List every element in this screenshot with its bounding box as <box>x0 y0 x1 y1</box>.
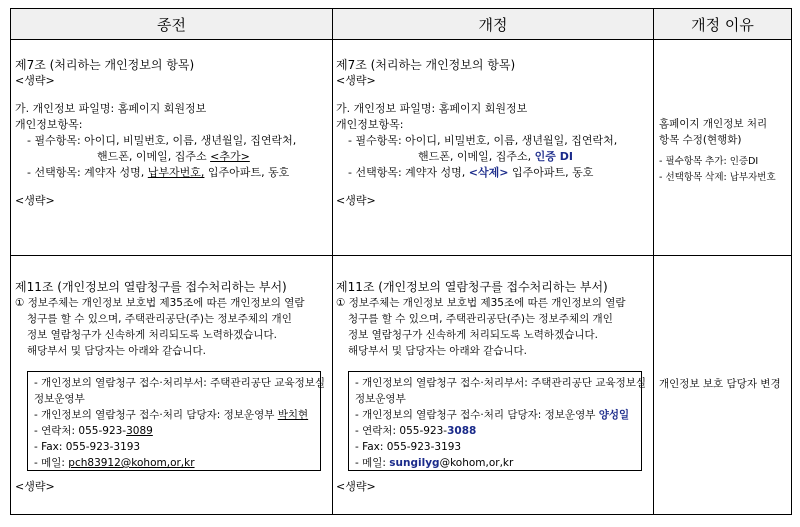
omission-note: <생략> <box>15 74 55 87</box>
column-divider <box>653 9 654 514</box>
manager-line: - 개인정보의 열람청구 접수·처리 담당자: 정보운영부 양성일 <box>355 409 630 421</box>
paragraph-line: 정보 열람청구가 신속하게 처리되도록 노력하겠습니다. <box>27 329 277 341</box>
omission-note: <생략> <box>15 194 55 207</box>
items-label: 개인정보항목: <box>336 118 404 131</box>
manager-line: - 개인정보의 열람청구 접수·처리 담당자: 정보운영부 박치현 <box>34 409 309 421</box>
removed-field: 납부자번호, <box>147 166 205 179</box>
new-field: 인증 DI <box>534 150 573 163</box>
required-items-continued: 핸드폰, 이메일, 집주소, 인증 DI <box>418 150 573 163</box>
column-divider <box>332 9 333 514</box>
comparison-table <box>10 8 792 515</box>
manager-name: 박치현 <box>277 409 309 421</box>
row1-after-cell <box>336 57 650 209</box>
reason-bullet: - 선택항목 삭제: 납부자번호 <box>659 172 776 183</box>
row-divider <box>11 255 791 256</box>
omission-note: <생략> <box>15 480 55 493</box>
deleted-marker: <삭제> <box>468 166 509 179</box>
row1-reason-cell <box>659 115 789 185</box>
fax-line: - Fax: 055-923-3193 <box>34 441 141 453</box>
header-after: 개정 <box>333 9 653 39</box>
phone-line: - 연락처: 055-923-3088 <box>355 425 477 437</box>
article-title: 제7조 (처리하는 개인정보의 항목) <box>15 58 195 72</box>
contact-box-before <box>27 371 326 471</box>
mail-line: - 메일: pch83912@kohom,or,kr <box>34 457 195 469</box>
reason-bullet: - 필수항목 추가: 인증DI <box>659 156 759 167</box>
dept-line: 정보운영부 <box>34 393 85 405</box>
mail-line: - 메일: sungilyg@kohom,or,kr <box>355 457 514 469</box>
article-title: 제11조 (개인정보의 열람청구를 접수처리하는 부서) <box>15 280 287 294</box>
file-name-line: 가. 개인정보 파일명: 홈페이지 회원정보 <box>336 102 528 115</box>
reason-text: 개인정보 보호 담당자 변경 <box>659 378 781 390</box>
required-items-line: - 필수항목: 아이디, 비밀번호, 이름, 생년월일, 집연락처, <box>27 134 297 147</box>
added-marker: <추가> <box>210 150 250 163</box>
phone-line: - 연락처: 055-923-3089 <box>34 425 153 437</box>
contact-box-after <box>348 371 647 471</box>
row2-before-cell <box>15 279 329 359</box>
paragraph-line: ① 정보주체는 개인정보 보호법 제35조에 따른 개인정보의 열람 <box>336 297 626 309</box>
optional-items-line: - 선택항목: 계약자 성명, <삭제> 입주아파트, 동호 <box>348 166 594 179</box>
optional-items-line: - 선택항목: 계약자 성명, 납부자번호, 입주아파트, 동호 <box>27 166 290 179</box>
reason-text: 항목 수정(현행화) <box>659 134 742 146</box>
header-reason: 개정 이유 <box>654 9 791 39</box>
article-title: 제11조 (개인정보의 열람청구를 접수처리하는 부서) <box>336 280 608 294</box>
row2-after-cell <box>336 279 650 359</box>
omission-note: <생략> <box>336 194 376 207</box>
paragraph-line: 정보 열람청구가 신속하게 처리되도록 노력하겠습니다. <box>348 329 598 341</box>
mail-address: sungilyg <box>389 457 440 469</box>
omission-note: <생략> <box>336 480 376 493</box>
fax-line: - Fax: 055-923-3193 <box>355 441 462 453</box>
paragraph-line: 청구를 할 수 있으며, 주택관리공단(주)는 정보주체의 개인 <box>348 313 613 325</box>
omission-note: <생략> <box>336 74 376 87</box>
header-before: 종전 <box>11 9 332 39</box>
required-items-line: - 필수항목: 아이디, 비밀번호, 이름, 생년월일, 집연락처, <box>348 134 618 147</box>
dept-line: - 개인정보의 열람청구 접수·처리부서: 주택관리공단 교육정보실 <box>355 377 647 389</box>
phone-ext: 3088 <box>447 425 477 437</box>
file-name-line: 가. 개인정보 파일명: 홈페이지 회원정보 <box>15 102 207 115</box>
required-items-continued: 핸드폰, 이메일, 집주소 <추가> <box>97 150 250 163</box>
paragraph-line: 해당부서 및 담당자는 아래와 같습니다. <box>348 345 527 357</box>
phone-ext: 3089 <box>126 425 153 437</box>
header-divider <box>11 39 791 40</box>
article-title: 제7조 (처리하는 개인정보의 항목) <box>336 58 516 72</box>
dept-line: 정보운영부 <box>355 393 406 405</box>
row1-before-cell <box>15 57 329 209</box>
paragraph-line: 청구를 할 수 있으며, 주택관리공단(주)는 정보주체의 개인 <box>27 313 292 325</box>
paragraph-line: ① 정보주체는 개인정보 보호법 제35조에 따른 개인정보의 열람 <box>15 297 305 309</box>
paragraph-line: 해당부서 및 담당자는 아래와 같습니다. <box>27 345 206 357</box>
manager-name: 양성일 <box>598 409 630 421</box>
dept-line: - 개인정보의 열람청구 접수·처리부서: 주택관리공단 교육정보실 <box>34 377 326 389</box>
items-label: 개인정보항목: <box>15 118 83 131</box>
row2-reason-cell <box>659 375 789 391</box>
reason-text: 홈페이지 개인정보 처리 <box>659 118 768 130</box>
mail-address: pch83912@kohom,or,kr <box>68 457 195 469</box>
